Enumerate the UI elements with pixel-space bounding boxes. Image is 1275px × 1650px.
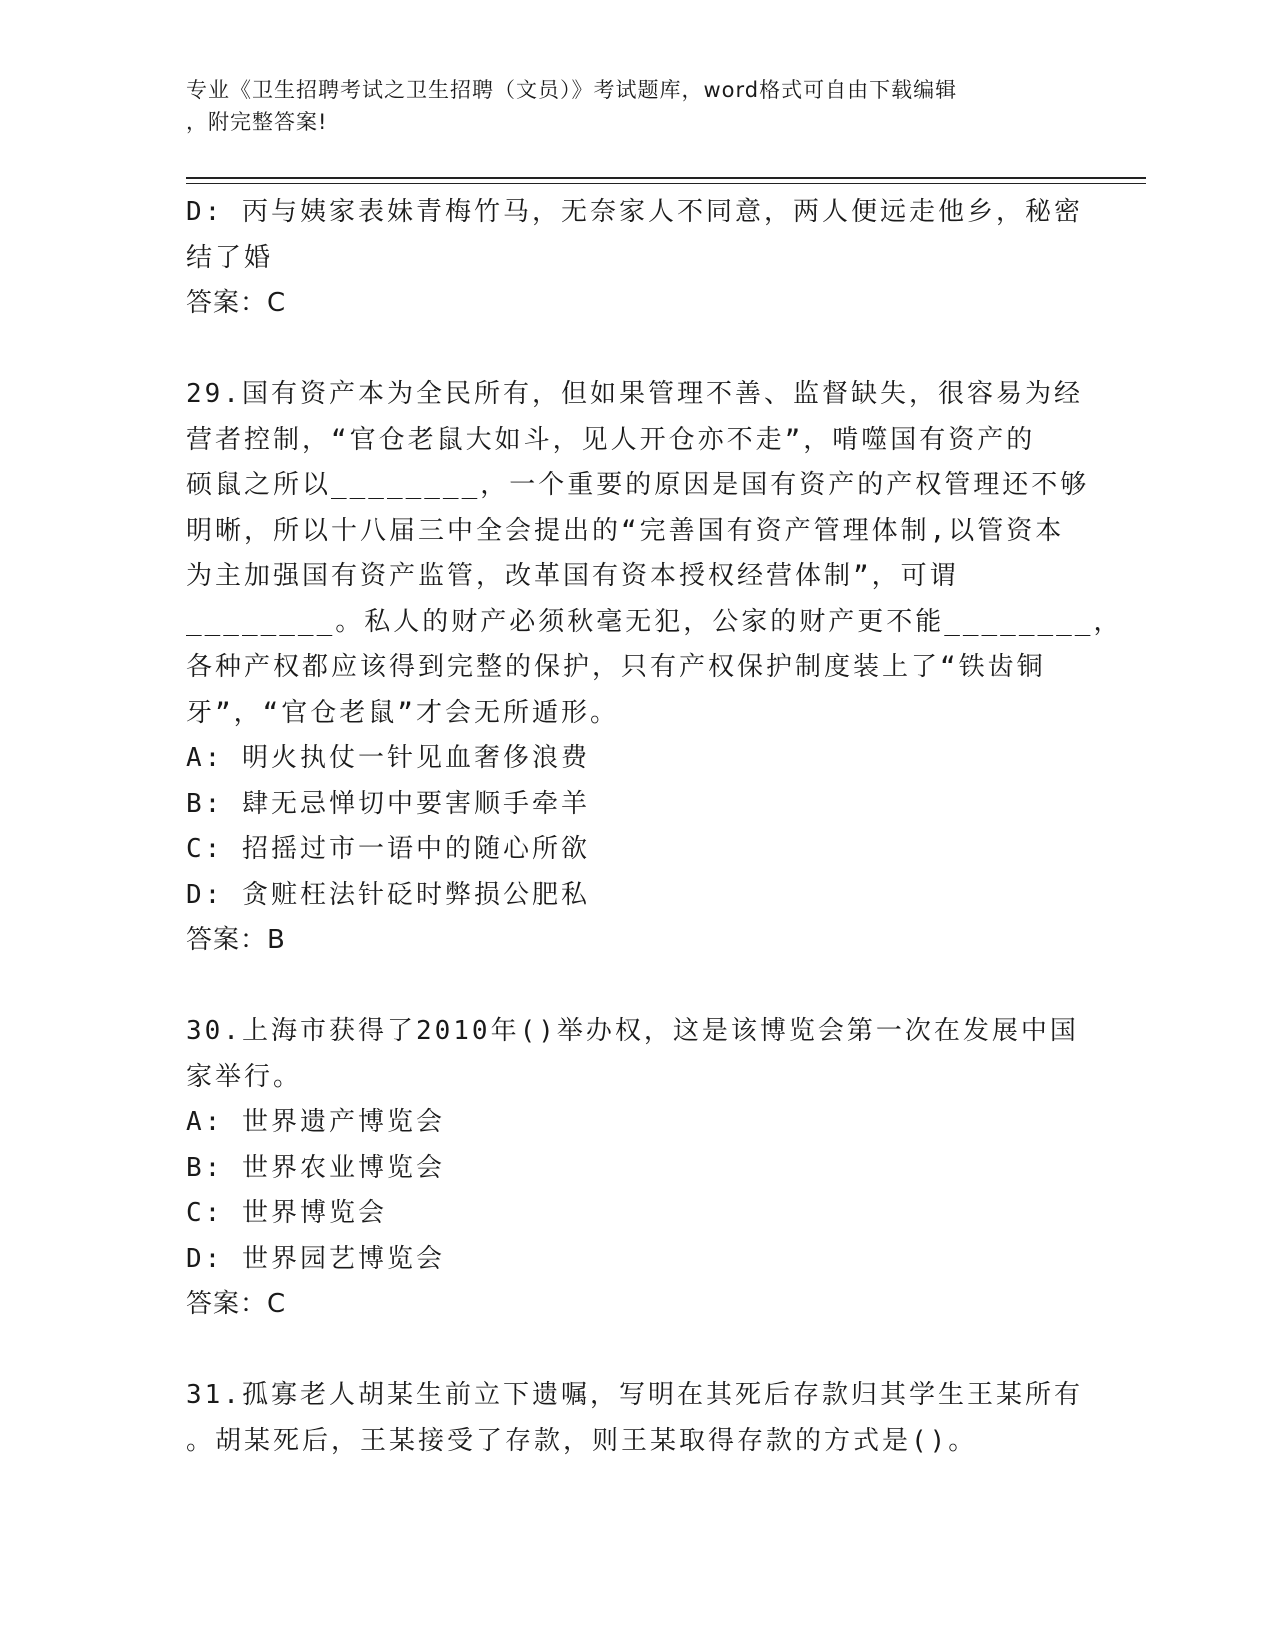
question-body <box>186 190 1123 1464</box>
option-a: A: 明火执仗一针见血奢侈浪费 <box>186 743 590 773</box>
option-d: D: 贪赃枉法针砭时弊损公肥私 <box>186 879 590 910</box>
question-stem-line: 30.上海市获得了2010年()举办权，这是该博览会第一次在发展中国 <box>186 1016 1079 1046</box>
spacer <box>186 327 1086 373</box>
option-d-line: 结了婚 <box>186 242 274 273</box>
question-stem-line: 为主加强国有资产监管，改革国有资本授权经营体制”，可谓 <box>186 561 959 591</box>
option-c: C: 招摇过市一语中的随心所欲 <box>186 834 590 864</box>
question-stem-line: 营者控制，“官仓老鼠大如斗，见人开仓亦不走”，啃噬国有资产的 <box>186 424 1036 455</box>
option-b: B: 世界农业博览会 <box>186 1152 445 1183</box>
answer-line: 答案：B <box>186 925 286 955</box>
option-c: C: 世界博览会 <box>186 1198 387 1228</box>
option-b: B: 肆无忌惮切中要害顺手牵羊 <box>186 788 590 819</box>
question-stem-line: 31.孤寡老人胡某生前立下遗嘱，写明在其死后存款归其学生王某所有 <box>186 1380 1083 1410</box>
spacer <box>186 964 1086 1010</box>
question-29 <box>186 372 1123 964</box>
header-rule-thin <box>186 183 1146 184</box>
spacer <box>186 1328 1086 1374</box>
prev-question-tail <box>186 190 1086 327</box>
question-stem-line: 明晰，所以十八届三中全会提出的“完善国有资产管理体制,以管资本 <box>186 515 1065 546</box>
question-stem-line: 29.国有资产本为全民所有，但如果管理不善、监督缺失，很容易为经 <box>186 379 1083 409</box>
answer-line: 答案：C <box>186 1289 287 1319</box>
document-header <box>186 74 1086 138</box>
answer-line: 答案：C <box>186 288 287 318</box>
option-d-line: D: 丙与姨家表妹青梅竹马，无奈家人不同意，两人便远走他乡，秘密 <box>186 197 1083 227</box>
header-line-2: ，附完整答案! <box>186 110 328 134</box>
question-31 <box>186 1373 1086 1464</box>
question-stem-line: 牙”，“官仓老鼠”才会无所遁形。 <box>186 697 619 728</box>
header-line-1: 专业《卫生招聘考试之卫生招聘（文员）》考试题库，word格式可自由下载编辑 <box>186 78 958 102</box>
question-stem-line: 各种产权都应该得到完整的保护，只有产权保护制度装上了“铁齿铜 <box>186 652 1046 682</box>
option-d: D: 世界园艺博览会 <box>186 1243 445 1274</box>
question-30 <box>186 1009 1086 1328</box>
question-stem-line: ________。私人的财产必须秋毫无犯，公家的财产更不能________， <box>186 606 1123 637</box>
option-a: A: 世界遗产博览会 <box>186 1107 445 1137</box>
question-stem-line: 家举行。 <box>186 1061 303 1092</box>
header-rule-thick <box>186 177 1146 179</box>
question-stem-line: 硕鼠之所以________，一个重要的原因是国有资产的产权管理还不够 <box>186 470 1090 500</box>
question-stem-line: 。胡某死后，王某接受了存款，则王某取得存款的方式是()。 <box>186 1425 978 1456</box>
